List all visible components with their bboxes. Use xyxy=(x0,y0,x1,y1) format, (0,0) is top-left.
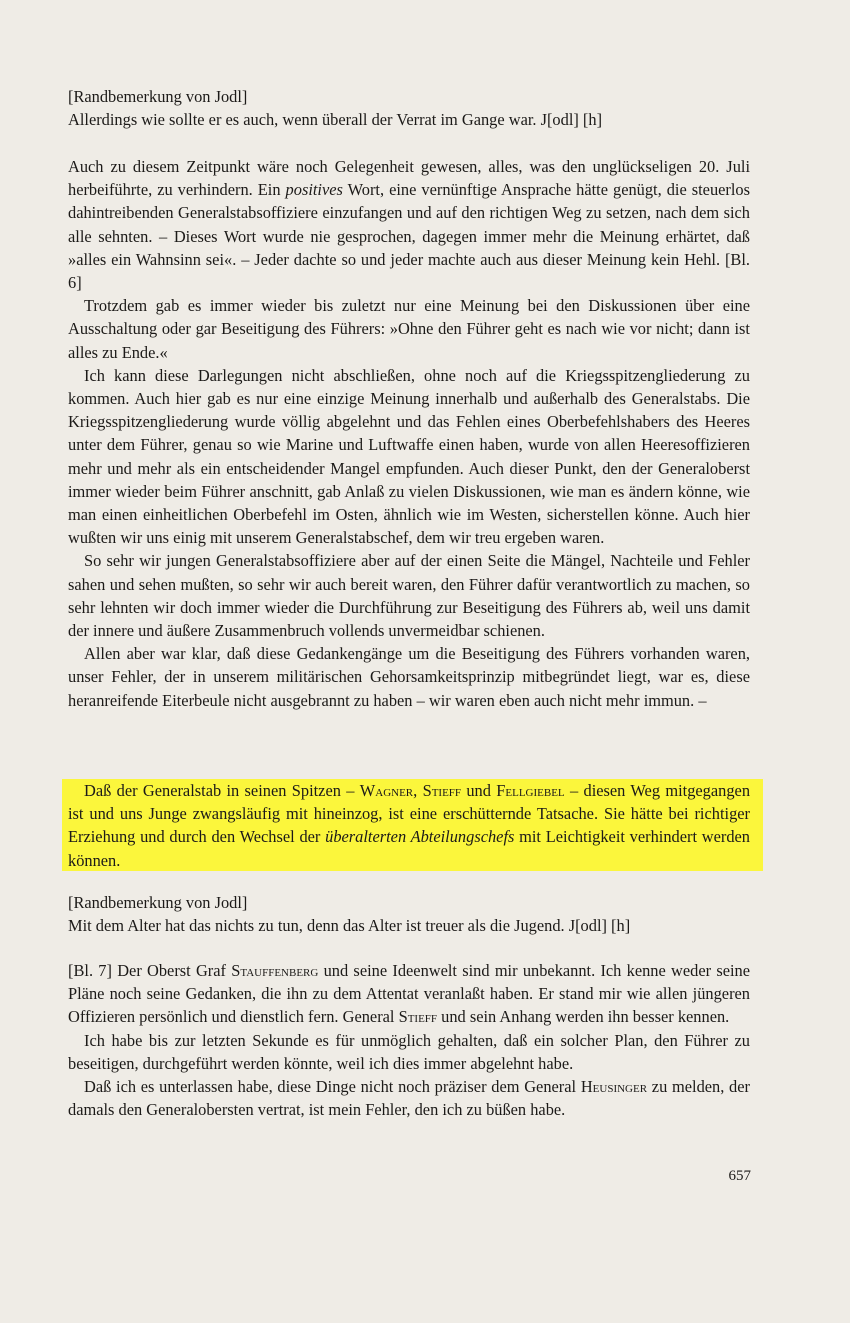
paragraph-9: Daß ich es unterlassen habe, diese Dinge nicht noch präziser dem General Heusinger zu melden, der damals den Generalobersten vertrat, ist mein Fehler, den ich zu büßen habe. xyxy=(68,1077,750,1120)
main-text-block-2 xyxy=(68,959,750,1121)
paragraph-3: Ich kann diese Darlegungen nicht abschließen, ohne noch auf die Kriegsspitzengliederung zu kommen. Auch hier gab es nur eine einzige Meinung innerhalb und außerhalb des Generalstabs. Die Kriegsspitzengliederung wurde völlig abgelehnt und das Fehlen eines Oberbefehlshabers des Heeres unter dem Führer, genau so wie Marine und Luftwaffe einen haben, wurde von allen Heeresoffizieren mehr und mehr als ein entscheidender Mangel empfunden. Auch dieser Punkt, den der Generaloberst immer wieder beim Führer anschnitt, gab Anlaß zu vielen Diskussionen, wie man es ändern könne, wie man einen einheitlichen Oberbefehl im Osten, ähnlich wie im Westen, sicherstellen könne. Auch hier wußten wir uns einig mit unserem Generalstabschef, dem wir treu ergeben waren. xyxy=(68,365,750,548)
paragraph-4: So sehr wir jungen Generalstabsoffiziere aber auf der einen Seite die Mängel, Nachteile und Fehler sahen und sehen mußten, so sehr wir auch bereit waren, den Führer dafür verantwortlich zu machen, so sehr lehnten wir doch immer wieder die Durchführung zur Beseitigung des Führers ab, weil uns damit der innere und äußere Zusammenbruch vollends unvermeidbar schienen. xyxy=(68,551,750,641)
marginal-note-text: Mit dem Alter hat das nichts zu tun, denn das Alter ist treuer als die Jugend. J[odl] [h] xyxy=(68,916,631,936)
marginal-note-text: Allerdings wie sollte er es auch, wenn überall der Verrat im Gange war. J[odl] [h] xyxy=(68,110,603,130)
paragraph-6: Daß der Generalstab in seinen Spitzen – Wagner, Stieff und Fellgiebel – diesen Weg mitgegangen ist und uns Junge zwangsläufig mit hineinzog, ist eine erschütternde Tatsache. Sie hätte bei richtiger Erziehung und durch den Wechsel der überalterten Abteilungschefs mit Leichtigkeit verhindert werden können. xyxy=(68,781,751,870)
paragraph-5: Allen aber war klar, daß diese Gedankengänge um die Beseitigung des Führers vorhanden waren, unser Fehler, der in unserem militärischen Gehorsamkeitsprinzip mitbegründet liegt, war es, diese heranreifende Eiterbeule nicht ausgebrannt zu haben – wir waren eben auch nicht mehr immun. – xyxy=(68,644,750,710)
paragraph-2: Trotzdem gab es immer wieder bis zuletzt nur eine Meinung bei den Diskussionen über eine Ausschaltung oder gar Beseitigung des Führers: »Ohne den Führer geht es nach wie vor nicht; dann ist alles zu Ende.« xyxy=(68,296,750,362)
page-number: 657 xyxy=(728,1168,751,1184)
highlighted-paragraph xyxy=(68,779,750,872)
marginal-note-heading: [Randbemerkung von Jodl] xyxy=(68,87,248,106)
main-text-block xyxy=(68,155,750,712)
marginal-note-heading: [Randbemerkung von Jodl] xyxy=(68,893,248,912)
paragraph-7: [Bl. 7] Der Oberst Graf Stauffenberg und seine Ideenwelt sind mir unbekannt. Ich kenne weder seine Pläne noch seine Gedanken, die ihn zu dem Attentat veranlaßt haben. Er stand mir wie allen jüngeren Offizieren persönlich und dienstlich fern. General Stieff und sein Anhang werden ihn besser kennen. xyxy=(68,961,750,1027)
paragraph-8: Ich habe bis zur letzten Sekunde es für unmöglich gehalten, daß ein solcher Plan, den Führer zu beseitigen, durchgeführt werden könnte, weil ich dies immer abgelehnt habe. xyxy=(68,1030,750,1073)
marginal-note-1 xyxy=(68,85,750,131)
marginal-note-2 xyxy=(68,891,750,937)
paragraph-1: Auch zu diesem Zeitpunkt wäre noch Gelegenheit gewesen, alles, was den unglückseligen 20. Juli herbeiführte, zu verhindern. Ein positives Wort, eine vernünftige Ansprache hätte genügt, die steuerlos dahintreibenden Generalstabsoffiziere einzufangen und auf den richtigen Weg zu setzen, nach dem sich alle sehnten. – Dieses Wort wurde nie gesprochen, dagegen immer mehr die Meinung erhärtet, daß »alles ein Wahnsinn sei«. – Jeder dachte so und jeder machte auch aus dieser Meinung kein Hehl. [Bl. 6] xyxy=(68,157,751,293)
